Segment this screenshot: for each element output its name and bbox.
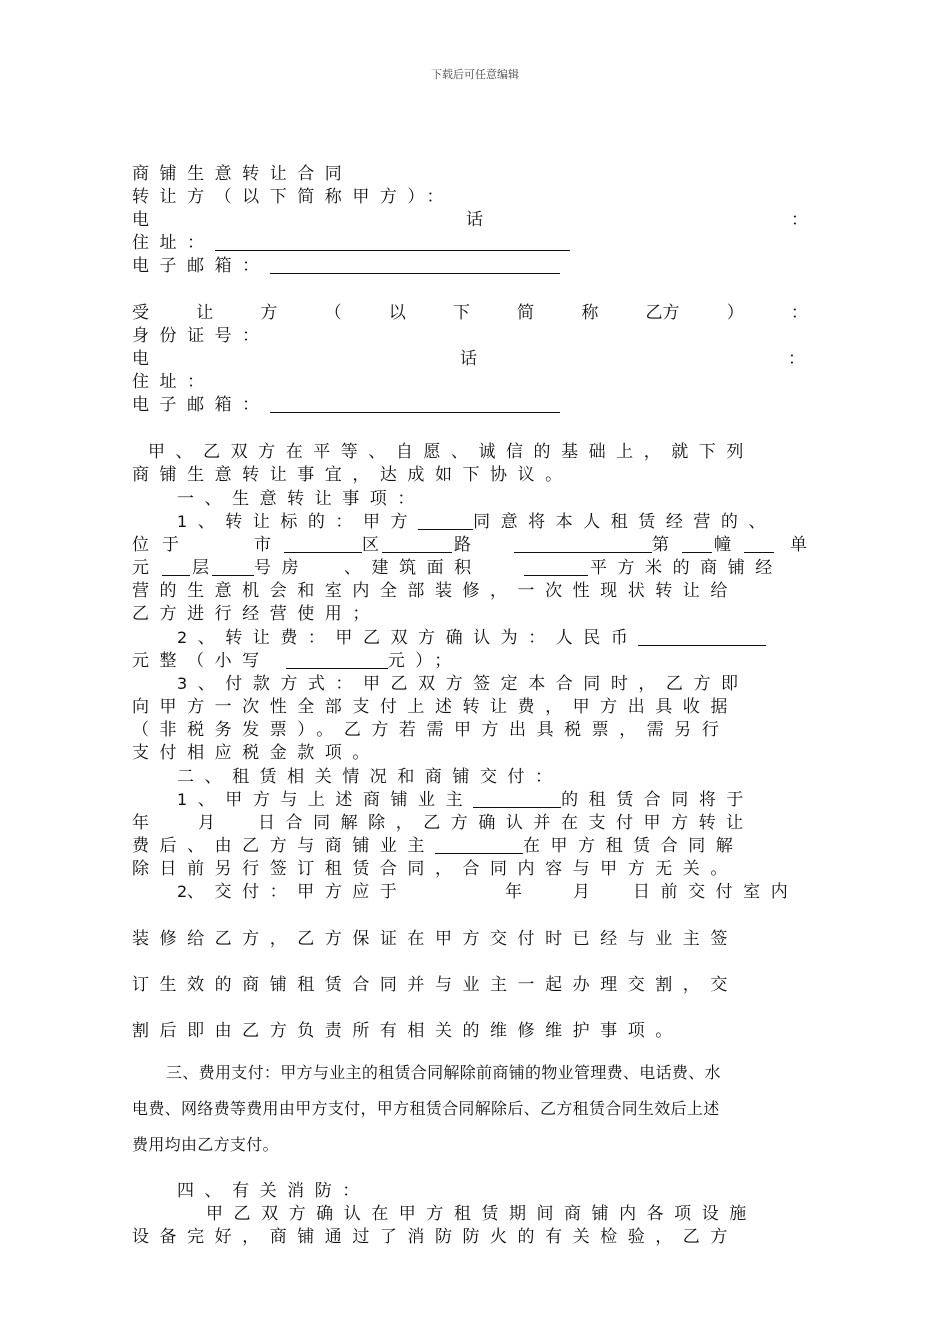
item-3-line-4: 支付相应税金款项。 <box>132 743 380 763</box>
section-2-item-1-line-1: 1、甲方与上述商铺业主 的租赁合同将于 <box>177 790 754 810</box>
section-4-title: 四、有关消防： <box>177 1181 370 1201</box>
section-2-item-2-line-3: 订生效的商铺租赁合同并与业主一起办理交割，交 <box>132 975 738 995</box>
item-2-line-2: 元整（小写 元）； <box>132 651 462 671</box>
section-2-title: 二、租赁相关情况和商铺交付： <box>177 767 563 787</box>
item-1-line-1: 1、转让标的：甲方 同意将本人租赁经营的、 <box>177 512 777 532</box>
address-line-b: 住址： <box>132 372 215 392</box>
section-1-title: 一、生意转让事项： <box>177 489 425 509</box>
section-4-line-2: 设备完好，商铺通过了消防防火的有关检验，乙方 <box>132 1227 738 1247</box>
item-2-line-1: 2、转让费：甲乙双方确认为：人民币 <box>177 626 853 650</box>
email-line-a: 电子邮箱： <box>132 254 808 278</box>
contract-title: 商铺生意转让合同 <box>132 164 353 184</box>
section-3-line-2: 电费、网络费等费用由甲方支付，甲方租赁合同解除后、乙方租赁合同生效后上述 <box>132 1099 720 1118</box>
phone-line-b: 电 话 ： <box>132 349 805 369</box>
section-3-line-1: 三、费用支付：甲方与业主的租赁合同解除前商铺的物业管理费、电话费、水 <box>166 1063 721 1082</box>
address-line-a: 住址： <box>132 231 808 255</box>
item-1-line-2: 位 于 市 区 路 第 幢 单 <box>132 535 807 555</box>
item-3-line-3: （非税务发票）。乙方若需甲方出具税票，需另行 <box>132 720 730 740</box>
item-3-line-2: 向甲方一次性全部支付上述转让费，甲方出具收据 <box>132 697 738 717</box>
item-1-line-5: 乙方进行经营使用； <box>132 604 380 624</box>
page-header: 下载后可任意编辑 <box>431 68 519 81</box>
section-2-item-2-line-1: 2 、交付：甲方应于 年 月 日前交付室内 <box>177 882 799 902</box>
section-2-item-2-line-4: 割后即由乙方负责所有相关的维修维护事项。 <box>132 1021 683 1041</box>
item-1-line-4: 营的生意机会和室内全部装修，一次性现状转让给 <box>132 581 738 601</box>
section-2-item-1-line-3: 费后、由乙方与商铺业主 在甲方租赁合同解 <box>132 836 744 856</box>
section-4-line-1: 甲乙双方确认在甲方租赁期间商铺内各项设施 <box>206 1204 757 1224</box>
item-3-line-1: 3、付款方式：甲乙双方签定本合同时，乙方即 <box>177 674 749 694</box>
transferor-label: 转让方（以下简称甲方）： <box>132 187 454 207</box>
section-2-item-1-line-2: 年 月 日合同解除，乙方确认并在支付甲方转让 <box>132 813 754 833</box>
intro-line-2: 商铺生意转让事宜，达成如下协议。 <box>132 465 573 485</box>
id-number-label: 身份证号： <box>132 326 270 346</box>
phone-line-a: 电 话 ： <box>132 210 808 230</box>
email-line-b: 电子邮箱： <box>132 393 808 417</box>
section-2-item-2-line-2: 装修给乙方，乙方保证在甲方交付时已经与业主签 <box>132 929 738 949</box>
section-2-item-1-line-4: 除日前另行签订租赁合同，合同内容与甲方无关。 <box>132 859 738 879</box>
item-1-line-3: 元 层 号房 、建筑面积 平方米的商铺经 <box>132 558 783 578</box>
transferee-label: 受 让 方 （ 以 下 简 称 乙方 ） ： <box>132 303 808 323</box>
section-3-line-3: 费用均由乙方支付。 <box>132 1135 279 1154</box>
intro-line-1: 甲、乙双方在平等、自愿、诚信的基础上，就下列 <box>148 442 754 462</box>
